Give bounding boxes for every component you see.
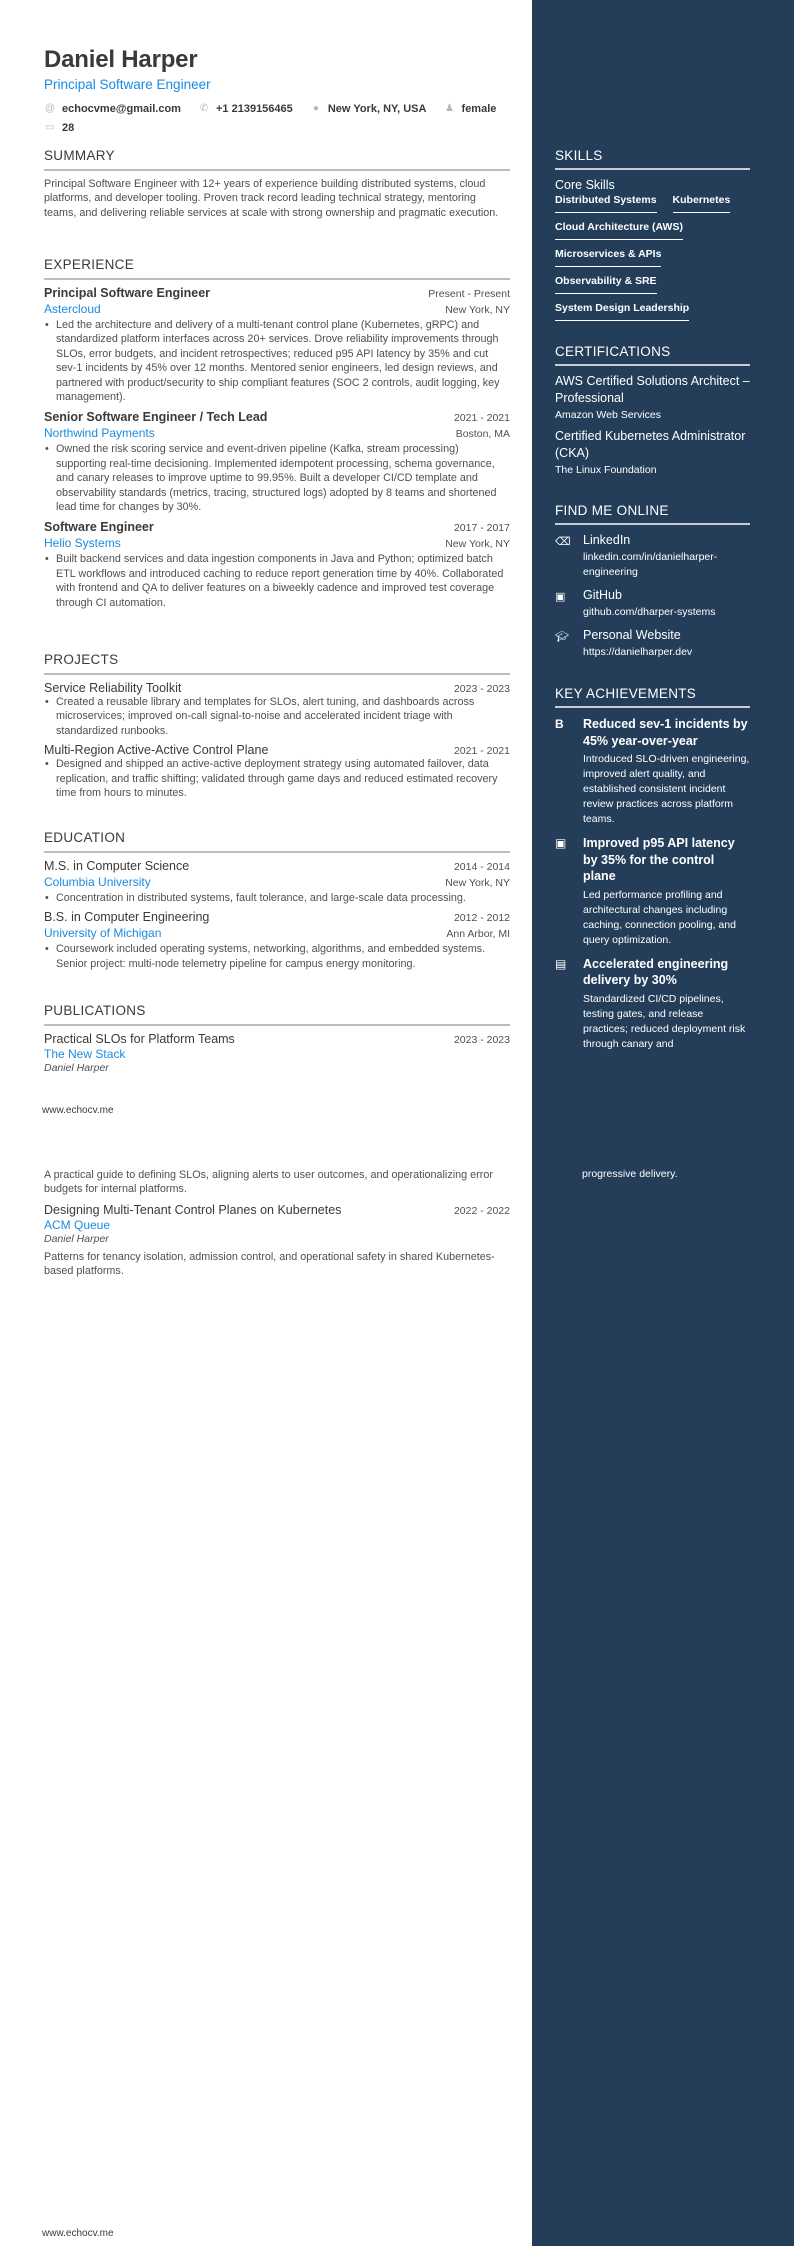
contact-phone: ✆ +1 2139156465 xyxy=(198,100,293,118)
location-pin-icon: ● xyxy=(312,103,319,114)
project-date: 2023 - 2023 xyxy=(453,683,510,695)
degree-title: B.S. in Computer Engineering xyxy=(44,910,210,925)
job-title: Software Engineer xyxy=(44,520,154,535)
section-title: SKILLS xyxy=(555,148,750,170)
calendar-icon: ▭ xyxy=(45,122,55,133)
publication-date: 2022 - 2022 xyxy=(453,1204,510,1217)
section-title: EXPERIENCE xyxy=(44,257,510,280)
sidebar-background xyxy=(532,0,794,2246)
linkedin-icon: ⌫ xyxy=(555,536,571,548)
experience-item xyxy=(44,410,510,514)
contact-location: ● New York, NY, USA xyxy=(310,100,427,118)
publisher-name: ACM Queue xyxy=(44,1217,111,1232)
contact-list xyxy=(44,99,514,137)
projects-section xyxy=(44,652,510,800)
education-date: 2014 - 2014 xyxy=(453,861,510,873)
education-bullet: • Concentration in distributed systems, fault tolerance, and large-scale data processing. xyxy=(44,891,510,905)
job-title: Principal Software Engineer xyxy=(44,286,211,300)
online-section xyxy=(555,503,750,660)
contact-email: @ echocvme@gmail.com xyxy=(44,100,181,118)
job-bullet: • Owned the risk scoring service and event-driven pipeline (Kafka, stream processing) supporting real-time decisioning. Implemented idempotent processing, schema governance, and canary releases to improve uptime to 99.95%. Built a developer CI/CD template and observability standards (metrics, tracing, structured logs) adopted by 8 teams and shortened lead time for changes by 30%. xyxy=(44,442,510,514)
skill-tag: Cloud Architecture (AWS) xyxy=(555,221,683,240)
candidate-role: Principal Software Engineer xyxy=(44,77,211,92)
company-name: Helio Systems xyxy=(44,536,121,551)
phone-icon: ✆ xyxy=(199,103,209,114)
project-bullet: • Created a reusable library and templates for SLOs, alert tuning, and dashboards across microservices; improved on-call signal-to-noise and accelerated incident triage with standardized runbooks. xyxy=(44,695,510,738)
certification-name: Certified Kubernetes Administrator (CKA) xyxy=(555,429,746,460)
certification-name: AWS Certified Solutions Architect – Professional xyxy=(555,374,750,405)
achievements-section xyxy=(555,686,750,1052)
skill-tag: Observability & SRE xyxy=(555,275,657,294)
achievement-item: ▣ Improved p95 API latency by 35% for the control plane Led performance profiling and architectural changes including caching, connection pooling, and query optimization. xyxy=(555,836,736,946)
education-item xyxy=(44,910,510,971)
online-link-website[interactable]: 🎓︎ Personal Website https://danielharper.dev xyxy=(555,628,693,658)
job-location: Boston, MA xyxy=(455,428,510,441)
publication-date: 2023 - 2023 xyxy=(453,1034,510,1046)
github-icon: ▣ xyxy=(555,591,566,603)
footer-site-link[interactable]: www.echocv.me xyxy=(42,1105,114,1116)
project-item xyxy=(44,743,510,800)
certification-issuer: Amazon Web Services xyxy=(555,409,662,421)
job-date: Present - Present xyxy=(428,288,510,300)
education-item xyxy=(44,859,510,905)
section-title: EDUCATION xyxy=(44,830,510,853)
footer-site-link[interactable]: www.echocv.me xyxy=(42,2228,114,2239)
skill-tag: Microservices & APIs xyxy=(555,248,661,267)
project-bullet: • Designed and shipped an active-active deployment strategy using automated failover, data replication, and traffic shifting; validated through game days and reduced estimated recovery time from hours to minutes. xyxy=(44,757,510,800)
company-name: Astercloud xyxy=(44,302,101,316)
skill-tag: System Design Leadership xyxy=(555,302,689,321)
experience-section xyxy=(44,257,510,610)
skill-group-title: Core Skills xyxy=(555,178,615,192)
publisher-name: The New Stack xyxy=(44,1047,126,1061)
link-url[interactable]: https://danielharper.dev xyxy=(583,646,693,658)
publication-title: Designing Multi-Tenant Control Planes on Kubernetes xyxy=(44,1202,342,1217)
bold-b-icon: B xyxy=(555,717,564,731)
school-name: University of Michigan xyxy=(44,926,162,941)
summary-text: Principal Software Engineer with 12+ years of experience building distributed systems, cloud platforms, and developer tooling. Proven track record leading technical strategy, mentoring teams, and delivering reliable services at scale with strong ownership and pragmatic execution. xyxy=(44,178,499,219)
file-dollar-icon: ▤ xyxy=(555,956,567,971)
achievement-item: B Reduced sev-1 incidents by 45% year-over-year Introduced SLO-driven engineering, improved alert quality, and established consistent incident review practices across platform teams. xyxy=(555,717,750,825)
publication-title: Practical SLOs for Platform Teams xyxy=(44,1032,235,1046)
experience-item xyxy=(44,520,510,610)
graduation-cap-icon: 🎓︎ xyxy=(555,631,569,643)
book-icon: ▣ xyxy=(555,836,567,850)
link-url[interactable]: linkedin.com/in/danielharper-engineering xyxy=(583,551,718,578)
publications-section xyxy=(44,1003,510,1074)
publication-item xyxy=(44,1032,510,1074)
skill-tag: Kubernetes xyxy=(673,194,731,213)
job-location: New York, NY xyxy=(445,304,510,316)
person-icon: ♟ xyxy=(445,103,455,114)
contact-gender: ♟ female xyxy=(444,100,497,118)
publication-description: Patterns for tenancy isolation, admission control, and operational safety in shared Kubernetes-based platforms. xyxy=(44,1250,495,1278)
degree-title: M.S. in Computer Science xyxy=(44,859,190,873)
experience-item xyxy=(44,286,510,404)
company-name: Northwind Payments xyxy=(44,426,155,441)
online-link-github[interactable]: ▣ GitHub github.com/dharper-systems xyxy=(555,588,716,618)
project-date: 2021 - 2021 xyxy=(453,745,510,758)
contact-age: ▭ 28 xyxy=(44,119,74,137)
section-title: SUMMARY xyxy=(44,148,510,171)
link-url[interactable]: github.com/dharper-systems xyxy=(583,606,716,618)
certification-issuer: The Linux Foundation xyxy=(555,464,657,476)
skills-section xyxy=(555,148,750,329)
project-title: Service Reliability Toolkit xyxy=(44,681,182,695)
candidate-name: Daniel Harper xyxy=(44,46,198,73)
section-title: PUBLICATIONS xyxy=(44,1003,510,1026)
publication-item xyxy=(44,1203,510,1279)
publication-author: Daniel Harper xyxy=(44,1232,109,1245)
publications-continued xyxy=(44,1168,510,1279)
publication-author: Daniel Harper xyxy=(44,1062,109,1074)
school-location: Ann Arbor, MI xyxy=(446,928,510,941)
education-date: 2012 - 2012 xyxy=(453,912,510,925)
project-item xyxy=(44,681,510,738)
section-title: FIND ME ONLINE xyxy=(555,503,750,525)
job-date: 2017 - 2017 xyxy=(453,522,510,535)
job-date: 2021 - 2021 xyxy=(453,412,510,425)
summary-section xyxy=(44,148,510,220)
school-name: Columbia University xyxy=(44,875,151,889)
education-bullet: • Coursework included operating systems, networking, algorithms, and embedded systems. Senior project: multi-node telemetry pipeline for campus energy monitoring. xyxy=(44,942,510,971)
job-title: Senior Software Engineer / Tech Lead xyxy=(44,410,268,425)
achievement-item: ▤ Accelerated engineering delivery by 30% Standardized CI/CD pipelines, testing gates, and release practices; reduced deployment risk through canary and xyxy=(555,956,746,1050)
school-location: New York, NY xyxy=(445,877,510,889)
project-title: Multi-Region Active-Active Control Plane xyxy=(44,743,269,758)
at-icon: @ xyxy=(44,103,56,114)
section-title: KEY ACHIEVEMENTS xyxy=(555,686,750,708)
section-title: PROJECTS xyxy=(44,652,510,675)
section-title: CERTIFICATIONS xyxy=(555,344,750,366)
online-link-linkedin[interactable]: ⌫ LinkedIn linkedin.com/in/danielharper-engineering xyxy=(555,533,750,580)
skill-tag: Distributed Systems xyxy=(555,194,657,213)
publication-description: A practical guide to defining SLOs, aligning alerts to user outcomes, and operationalizing error budgets for internal platforms. xyxy=(44,1169,493,1196)
job-bullet: • Led the architecture and delivery of a multi-tenant control plane (Kubernetes, gRPC) and standardized platform interfaces across 20+ services. Drove reliability improvements through SLOs, error budgets, and incident retrospectives; reduced p95 API latency by 35% and cut sev-1 incidents by 45% over 12 months. Mentored senior engineers, led design reviews, and partnered with product/security to ship compliant features (SOC 2 controls, audit logging, key management). xyxy=(44,318,510,404)
skill-list xyxy=(555,194,750,329)
achievement-continued: progressive delivery. xyxy=(582,1168,678,1180)
education-section xyxy=(44,830,510,971)
job-bullet: • Built backend services and data ingestion components in Java and Python; optimized batch ETL workflows and introduced caching to reduce report generation time by 40%. Collaborated with frontend and QA to deliver features on a biweekly cadence and improved test coverage through CI automation. xyxy=(44,552,510,610)
certifications-section xyxy=(555,344,750,476)
job-location: New York, NY xyxy=(445,538,510,551)
